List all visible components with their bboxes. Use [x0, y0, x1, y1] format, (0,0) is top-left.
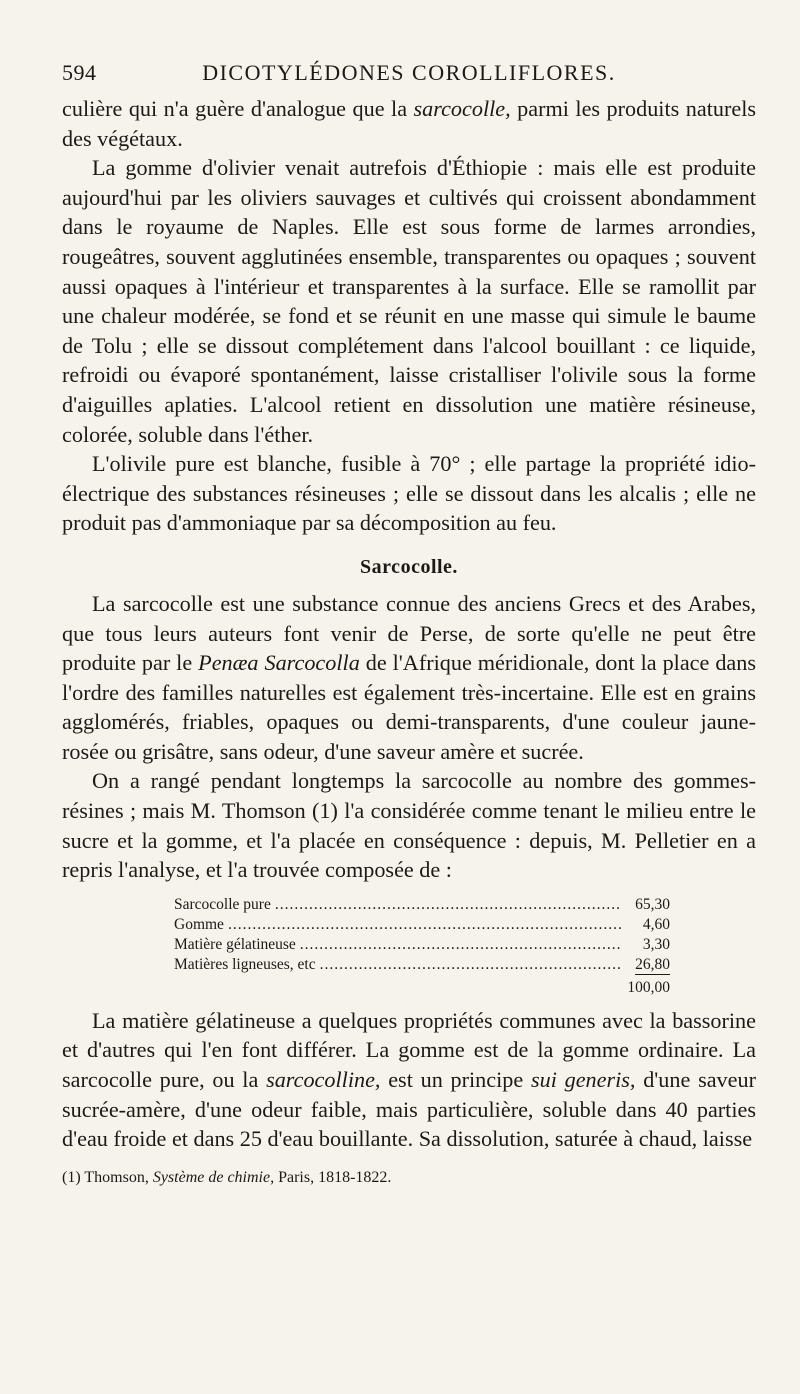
text-run: parmi les produits naturels des végétaux.: [62, 96, 756, 151]
composition-value: 26,80: [635, 955, 670, 973]
composition-value: 3,30: [642, 935, 670, 953]
text-run: de l'Afrique méridionale, dont la place dans l'ordre des familles naturelles est également très-incertaine. Elle est en grains agglomérés, friables, opaques ou demi-transparents, d'une couleur jaune-rosée ou grisâtre, sans odeur, d'une saveur amère et sucrée.: [62, 650, 756, 764]
composition-row: [174, 895, 670, 915]
composition-table: [174, 895, 670, 998]
italic-term: Penæa Sarcocolla: [198, 650, 360, 676]
page-header: [62, 60, 756, 94]
leader-dots: [228, 915, 622, 935]
book-page: [62, 60, 756, 1188]
composition-row: [174, 935, 670, 955]
leader-dots: [275, 895, 622, 915]
composition-total: 100,00: [627, 978, 670, 996]
text-run: culière qui n'a guère d'analogue que la: [62, 96, 414, 121]
paragraph-continuation: [62, 94, 756, 153]
composition-name: Matière gélatineuse: [174, 935, 296, 953]
composition-value: 65,30: [635, 895, 670, 913]
italic-term: Système de chimie,: [152, 1168, 275, 1186]
italic-term: sui generis,: [530, 1067, 636, 1093]
section-title: Sarcocolle.: [360, 555, 458, 578]
italic-term: sarcocolline,: [266, 1067, 381, 1093]
footnote: [62, 1168, 756, 1188]
paragraph-gelatinous-matter: [62, 1006, 756, 1154]
leader-dots: [300, 935, 622, 955]
text-run: est un principe: [380, 1067, 531, 1093]
paragraph-olive-gum: La gomme d'olivier venait autrefois d'Éthiopie : mais elle est produite aujourd'hui par les oliviers sauvages et cultivés qui croissent abondamment dans le royaume de Naples. Elle est sous forme de larmes arrondies, rougeâtres, souvent agglutinées ensemble, transparentes ou opaques ; souvent aussi opaques à l'intérieur et transparentes à la surface. Elle se ramollit par une chaleur modérée, se fond et se réunit en une masse qui simule le baume de Tolu ; elle se dissout complétement dans l'alcool bouillant : ce liquide, refroidi ou évaporé spontanément, laisse cristalliser l'olivile sous la forme d'aiguilles aplaties. L'alcool retient en dissolution une matière résineuse, colorée, soluble dans l'éther.: [62, 155, 756, 447]
text-run: d'une saveur sucrée-amère, d'une odeur faible, mais particulière, soluble dans 40 parties d'eau froide et dans 25 d'eau bouillante. Sa dissolution, saturée à chaud, laisse: [62, 1067, 756, 1152]
composition-row: [174, 915, 670, 935]
paragraph-sarcocolle-origin: [62, 589, 756, 767]
paragraph-olivile: L'olivile pure est blanche, fusible à 70° ; elle partage la propriété idio-électrique des substances résineuses ; elle se dissout dans les alcalis ; elle ne produit pas d'ammoniaque par sa décomposition au feu.: [62, 451, 756, 536]
composition-name: Sarcocolle pure: [174, 895, 271, 913]
text-run: La sarcocolle est une substance connue des anciens Grecs et des Arabes, que tous leurs auteurs font venir de Perse, de sorte qu'elle ne peut être produite par le: [62, 590, 756, 676]
composition-name: Gomme: [174, 915, 224, 933]
text-run: Paris, 1818-1822.: [274, 1168, 392, 1186]
text-run: La matière gélatineuse a quelques propriétés communes avec la bassorine et d'autres qui l'en font différer. La gomme est de la gomme ordinaire. La sarcocolle pure, ou la: [62, 1007, 756, 1093]
composition-name: Matières ligneuses, etc: [174, 955, 316, 973]
composition-total-row: [174, 978, 670, 998]
composition-row: [174, 955, 670, 975]
running-title: DICOTYLÉDONES COROLLIFLORES.: [202, 60, 616, 85]
text-run: (1) Thomson,: [62, 1168, 153, 1186]
leader-dots: [320, 955, 622, 975]
italic-term: sarcocolle,: [413, 96, 511, 121]
page-number: 594: [62, 60, 97, 85]
composition-value: 4,60: [642, 915, 670, 933]
paragraph-classification: On a rangé pendant longtemps la sarcocolle au nombre des gommes-résines ; mais M. Thomson (1) l'a considérée comme tenant le milieu entre le sucre et la gomme, et l'a placée en conséquence : depuis, M. Pelletier en a repris l'analyse, et l'a trouvée composée de :: [62, 768, 756, 883]
